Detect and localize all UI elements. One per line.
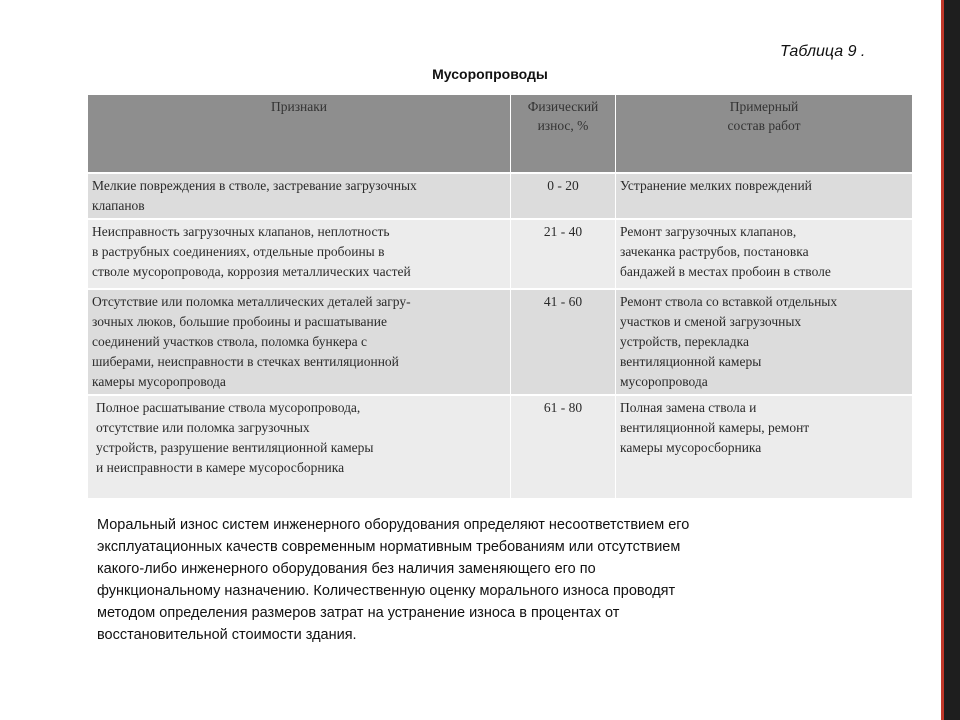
cell-signs: Полное расшатывание ствола мусоропровода, отсутствие или поломка загрузочных устройств, разрушение вентиляционной камеры и неисправности в камере мусоросборника — [88, 396, 511, 498]
cell-wear: 21 - 40 — [511, 220, 616, 288]
cell-signs: Неисправность загрузочных клапанов, неплотность в раструбных соединениях, отдельные пробоины в стволе мусоропровода, коррозия металлических частей — [88, 220, 511, 288]
header-wear: Физический износ, % — [511, 95, 616, 172]
table-number: Таблица 9 . — [780, 43, 866, 60]
table-row — [88, 172, 912, 218]
cell-wear: 61 - 80 — [511, 396, 616, 498]
slide-edge-bar — [944, 0, 960, 720]
header-works: Примерный состав работ — [727, 99, 801, 133]
cell-signs: Мелкие повреждения в стволе, застревание загрузочных клапанов — [88, 174, 511, 218]
table-title: Мусоропроводы — [432, 66, 548, 82]
table-row — [88, 288, 912, 394]
wear-table — [88, 95, 912, 498]
table-row — [88, 218, 912, 288]
cell-works: Ремонт ствола со вставкой отдельных участков и сменой загрузочных устройств, перекладка вентиляционной камеры мусоропровода — [620, 294, 838, 389]
cell-signs: Отсутствие или поломка металлических деталей загру- зочных люков, большие пробоины и расшатывание соединений участков ствола, поломка бункера с шиберами, неисправности в стечках вентиляционной камеры мусоропровода — [88, 290, 511, 394]
cell-wear: 0 - 20 — [511, 174, 616, 218]
table-header-row — [88, 95, 912, 172]
moral-wear-paragraph: Моральный износ систем инженерного оборудования определяют несоответствием его эксплуатационных качеств современным нормативным требованиям или отсутствием какого-либо инженерного оборудования без наличия заменяющего его по функциональному назначению. Количественную оценку морального износа проводят методом определения размеров затрат на устранение износа в процентах от восстановительной стоимости здания. — [97, 517, 690, 643]
cell-works: Устранение мелких повреждений — [620, 178, 812, 193]
cell-works: Полная замена ствола и вентиляционной камеры, ремонт камеры мусоросборника — [620, 400, 810, 455]
header-signs: Признаки — [88, 95, 511, 172]
cell-works: Ремонт загрузочных клапанов, зачеканка раструбов, постановка бандажей в местах пробоин в стволе — [620, 224, 831, 279]
cell-wear: 41 - 60 — [511, 290, 616, 394]
table-row — [88, 394, 912, 498]
